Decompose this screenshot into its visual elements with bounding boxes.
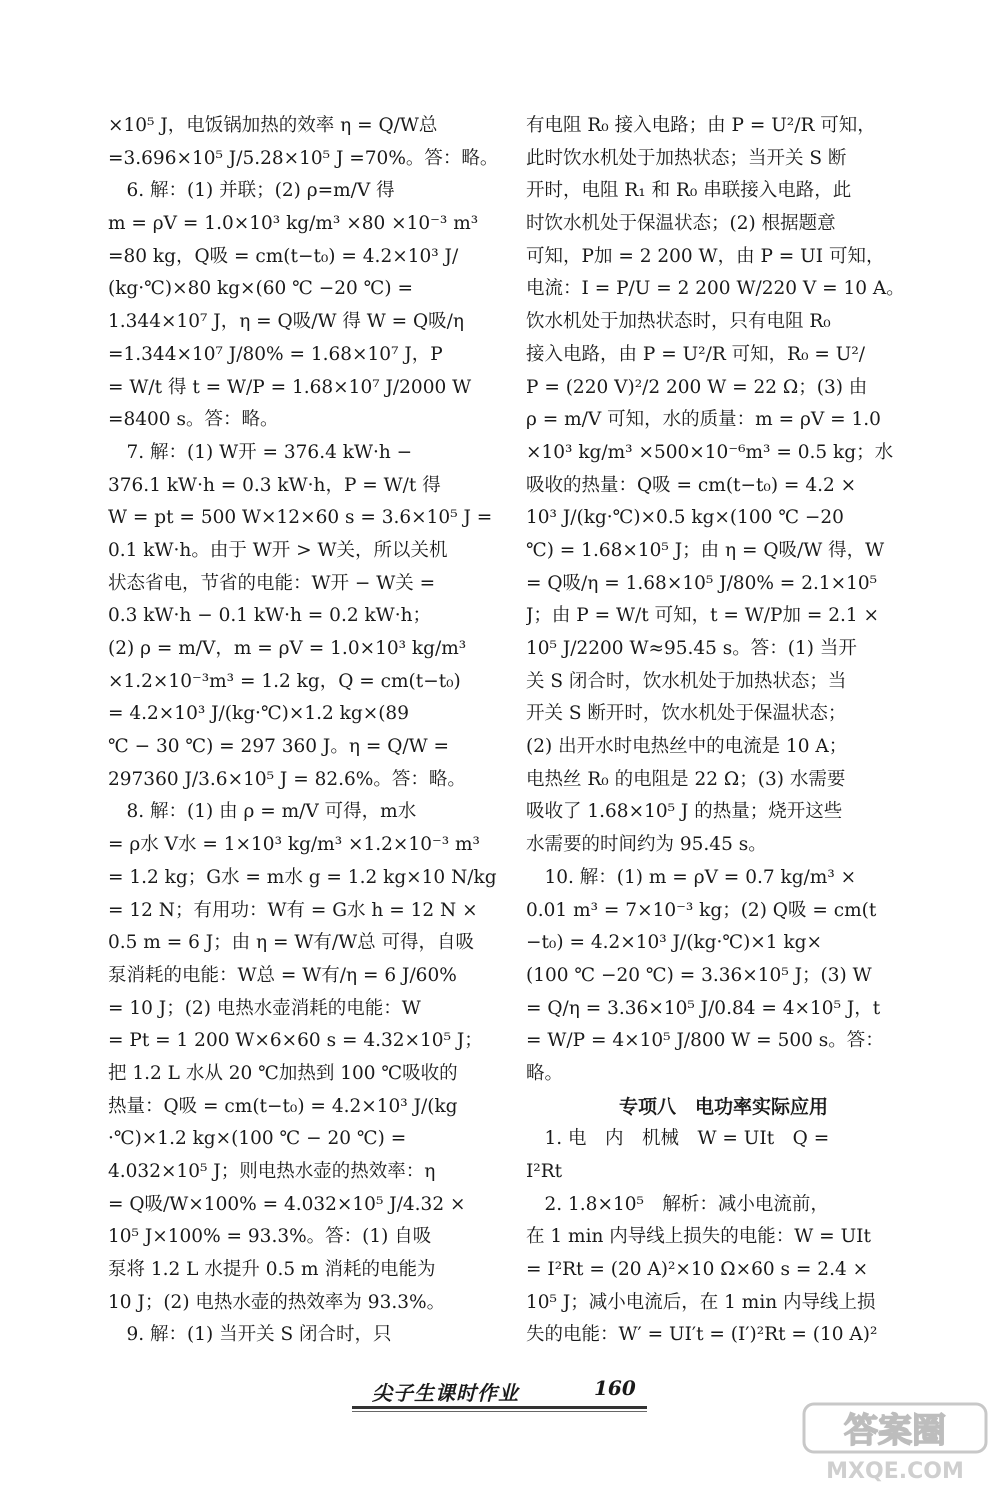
text-line: 10⁵ J/2200 W≈95.45 s。答：(1) 当开 (526, 638, 857, 659)
text-line: = Q吸/W×100% = 4.032×10⁵ J/4.32 × (108, 1193, 466, 1215)
text-line: 297360 J/3.6×10⁵ J = 82.6%。答：略。 (108, 768, 466, 790)
text-line: 0.3 kW·h − 0.1 kW·h = 0.2 kW·h； (108, 605, 431, 627)
text-line: 10⁵ J；减小电流后，在 1 min 内导线上损 (526, 1291, 876, 1313)
footer-rule (352, 1406, 647, 1409)
text-line: 0.5 m = 6 J；由 η = W有/W总 可得，自吸 (108, 932, 475, 954)
text-line: = Q/η = 3.36×10⁵ J/0.84 = 4×10⁵ J，t (526, 997, 881, 1019)
text-line: 时饮水机处于保温状态；(2) 根据题意 (526, 213, 836, 235)
text-line: (2) 出开水时电热丝中的电流是 10 A； (526, 736, 848, 758)
text-line: −t₀) = 4.2×10³ J/(kg·℃)×1 kg× (526, 932, 823, 954)
text-line: = Pt = 1 200 W×6×60 s = 4.32×10⁵ J； (108, 1030, 483, 1052)
text-line: 开时，电阻 R₁ 和 R₀ 串联接入电路，此 (526, 180, 852, 202)
text-line: = 10 J；(2) 电热水壶消耗的电能：W (108, 997, 421, 1019)
text-line: = 1.2 kg；G水 = m水 g = 1.2 kg×10 N/kg (108, 866, 497, 888)
text-line: 0.1 kW·h。由于 W开 > W关，所以关机 (108, 539, 448, 561)
text-line: 10³ J/(kg·℃)×0.5 kg×(100 ℃ −20 (526, 507, 844, 529)
text-line: ℃ − 30 ℃) = 297 360 J。η = Q/W = (108, 736, 449, 758)
text-line: J；由 P = W/t 可知，t = W/P加 = 2.1 × (526, 605, 880, 627)
text-line: 失的电能：W′ = UI′t = (I′)²Rt = (10 A)² (526, 1324, 878, 1346)
text-line: ℃) = 1.68×10⁵ J；由 η = Q吸/W 得，W (526, 539, 885, 561)
text-line: = 12 N；有用功：W有 = G水 h = 12 N × (108, 899, 478, 921)
text-line: ×10⁵ J，电饭锅加热的效率 η = Q/W总 (108, 115, 438, 136)
text-line: =3.696×10⁵ J/5.28×10⁵ J =70%。答：略。 (108, 147, 499, 169)
footer-rule-thin (352, 1411, 647, 1412)
watermark-url: MXQE.COM (826, 1459, 964, 1484)
text-line: 有电阻 R₀ 接入电路；由 P = U²/R 可知， (526, 115, 876, 136)
text-line: ·℃)×1.2 kg×(100 ℃ − 20 ℃) = (108, 1128, 407, 1150)
text-line: 10⁵ J×100% = 93.3%。答：(1) 自吸 (108, 1226, 432, 1248)
text-line: 电热丝 R₀ 的电阻是 22 Ω；(3) 水需要 (526, 768, 846, 790)
text-line: = W/P = 4×10⁵ J/800 W = 500 s。答： (526, 1030, 884, 1052)
text-line: 电流：I = P/U = 2 200 W/220 V = 10 A。 (526, 278, 905, 300)
text-line: = ρ水 V水 = 1×10³ kg/m³ ×1.2×10⁻³ m³ (108, 834, 480, 856)
text-line: =80 kg，Q吸 = cm(t−t₀) = 4.2×10³ J/ (108, 245, 459, 267)
text-line: 4.032×10⁵ J；则电热水壶的热效率：η (108, 1161, 436, 1182)
right-column-part-a (526, 110, 921, 1091)
footer-book-title: 尖子生课时作业 (372, 1381, 519, 1405)
text-line: 1. 电 内 机械 W = UIt Q = (526, 1128, 830, 1150)
text-line: m = ρV = 1.0×10³ kg/m³ ×80 ×10⁻³ m³ (108, 213, 479, 235)
text-line: 376.1 kW·h = 0.3 kW·h，P = W/t 得 (108, 474, 441, 496)
text-line: 0.01 m³ = 7×10⁻³ kg；(2) Q吸 = cm(t (526, 899, 877, 921)
right-column-part-b (526, 1123, 921, 1352)
text-line: 在 1 min 内导线上损失的电能：W = UIt (526, 1226, 871, 1248)
text-line: (2) ρ = m/V，m = ρV = 1.0×10³ kg/m³ (108, 638, 467, 659)
text-line: 吸收了 1.68×10⁵ J 的热量；烧开这些 (526, 801, 843, 823)
text-line: 10 J；(2) 电热水壶的热效率为 93.3%。 (108, 1291, 446, 1313)
text-line: W = pt = 500 W×12×60 s = 3.6×10⁵ J = (108, 507, 493, 529)
text-line: 吸收的热量：Q吸 = cm(t−t₀) = 4.2 × (526, 474, 857, 496)
text-line: 7. 解：(1) W开 = 376.4 kW·h − (108, 441, 413, 463)
text-line: 10. 解：(1) m = ρV = 0.7 kg/m³ × (526, 866, 857, 888)
text-line: 8. 解：(1) 由 ρ = m/V 可得，m水 (108, 801, 417, 823)
text-line: (100 ℃ −20 ℃) = 3.36×10⁵ J；(3) W (526, 964, 872, 986)
text-line: 水需要的时间约为 95.45 s。 (526, 834, 767, 856)
text-line: 2. 1.8×10⁵ 解析：减小电流前， (526, 1193, 829, 1215)
text-line: 泵消耗的电能：W总 = W有/η = 6 J/60% (108, 964, 457, 986)
left-column (108, 110, 503, 1352)
text-line: = I²Rt = (20 A)²×10 Ω×60 s = 2.4 × (526, 1259, 869, 1281)
text-line: (kg·℃)×80 kg×(60 ℃ −20 ℃) = (108, 278, 413, 300)
text-line: = W/t 得 t = W/P = 1.68×10⁷ J/2000 W (108, 376, 472, 398)
text-line: I²Rt (526, 1161, 563, 1182)
text-line: 9. 解：(1) 当开关 S 闭合时，只 (108, 1324, 392, 1346)
text-line: 把 1.2 L 水从 20 ℃加热到 100 ℃吸收的 (108, 1062, 458, 1084)
text-line: ×1.2×10⁻³m³ = 1.2 kg，Q = cm(t−t₀) (108, 670, 461, 692)
text-line: 此时饮水机处于加热状态；当开关 S 断 (526, 147, 847, 169)
text-line: = 4.2×10³ J/(kg·℃)×1.2 kg×(89 (108, 703, 409, 725)
text-line: 状态省电，节省的电能：W开 − W关 = (108, 572, 436, 594)
page-number: 160 (594, 1376, 636, 1400)
watermark-text: 答案圈 (844, 1411, 946, 1451)
section-heading: 专项八 电功率实际应用 (618, 1095, 828, 1118)
text-line: = Q吸/η = 1.68×10⁵ J/80% = 2.1×10⁵ (526, 572, 878, 594)
text-line: 可知，P加 = 2 200 W，由 P = UI 可知， (526, 245, 885, 267)
text-line: ×10³ kg/m³ ×500×10⁻⁶m³ = 0.5 kg；水 (526, 441, 894, 463)
right-column (526, 110, 921, 1352)
text-line: 1.344×10⁷ J，η = Q吸/W 得 W = Q吸/η (108, 311, 464, 333)
text-line: 泵将 1.2 L 水提升 0.5 m 消耗的电能为 (108, 1259, 436, 1281)
text-line: 饮水机处于加热状态时，只有电阻 R₀ (526, 311, 831, 333)
text-line: 接入电路，由 P = U²/R 可知，R₀ = U²/ (526, 343, 865, 365)
text-line: 关 S 闭合时，饮水机处于加热状态；当 (526, 670, 847, 692)
text-line: 开关 S 断开时，饮水机处于保温状态； (526, 703, 847, 725)
watermark-logo (800, 1400, 990, 1485)
text-line: P = (220 V)²/2 200 W = 22 Ω；(3) 由 (526, 376, 868, 398)
text-line: 略。 (526, 1062, 564, 1084)
text-line: =1.344×10⁷ J/80% = 1.68×10⁷ J，P (108, 343, 443, 365)
text-line: ρ = m/V 可知，水的质量：m = ρV = 1.0 (526, 409, 881, 431)
text-line: 热量：Q吸 = cm(t−t₀) = 4.2×10³ J/(kg (108, 1095, 458, 1117)
text-line: 6. 解：(1) 并联；(2) ρ=m/V 得 (108, 180, 395, 202)
text-line: =8400 s。答：略。 (108, 409, 279, 431)
